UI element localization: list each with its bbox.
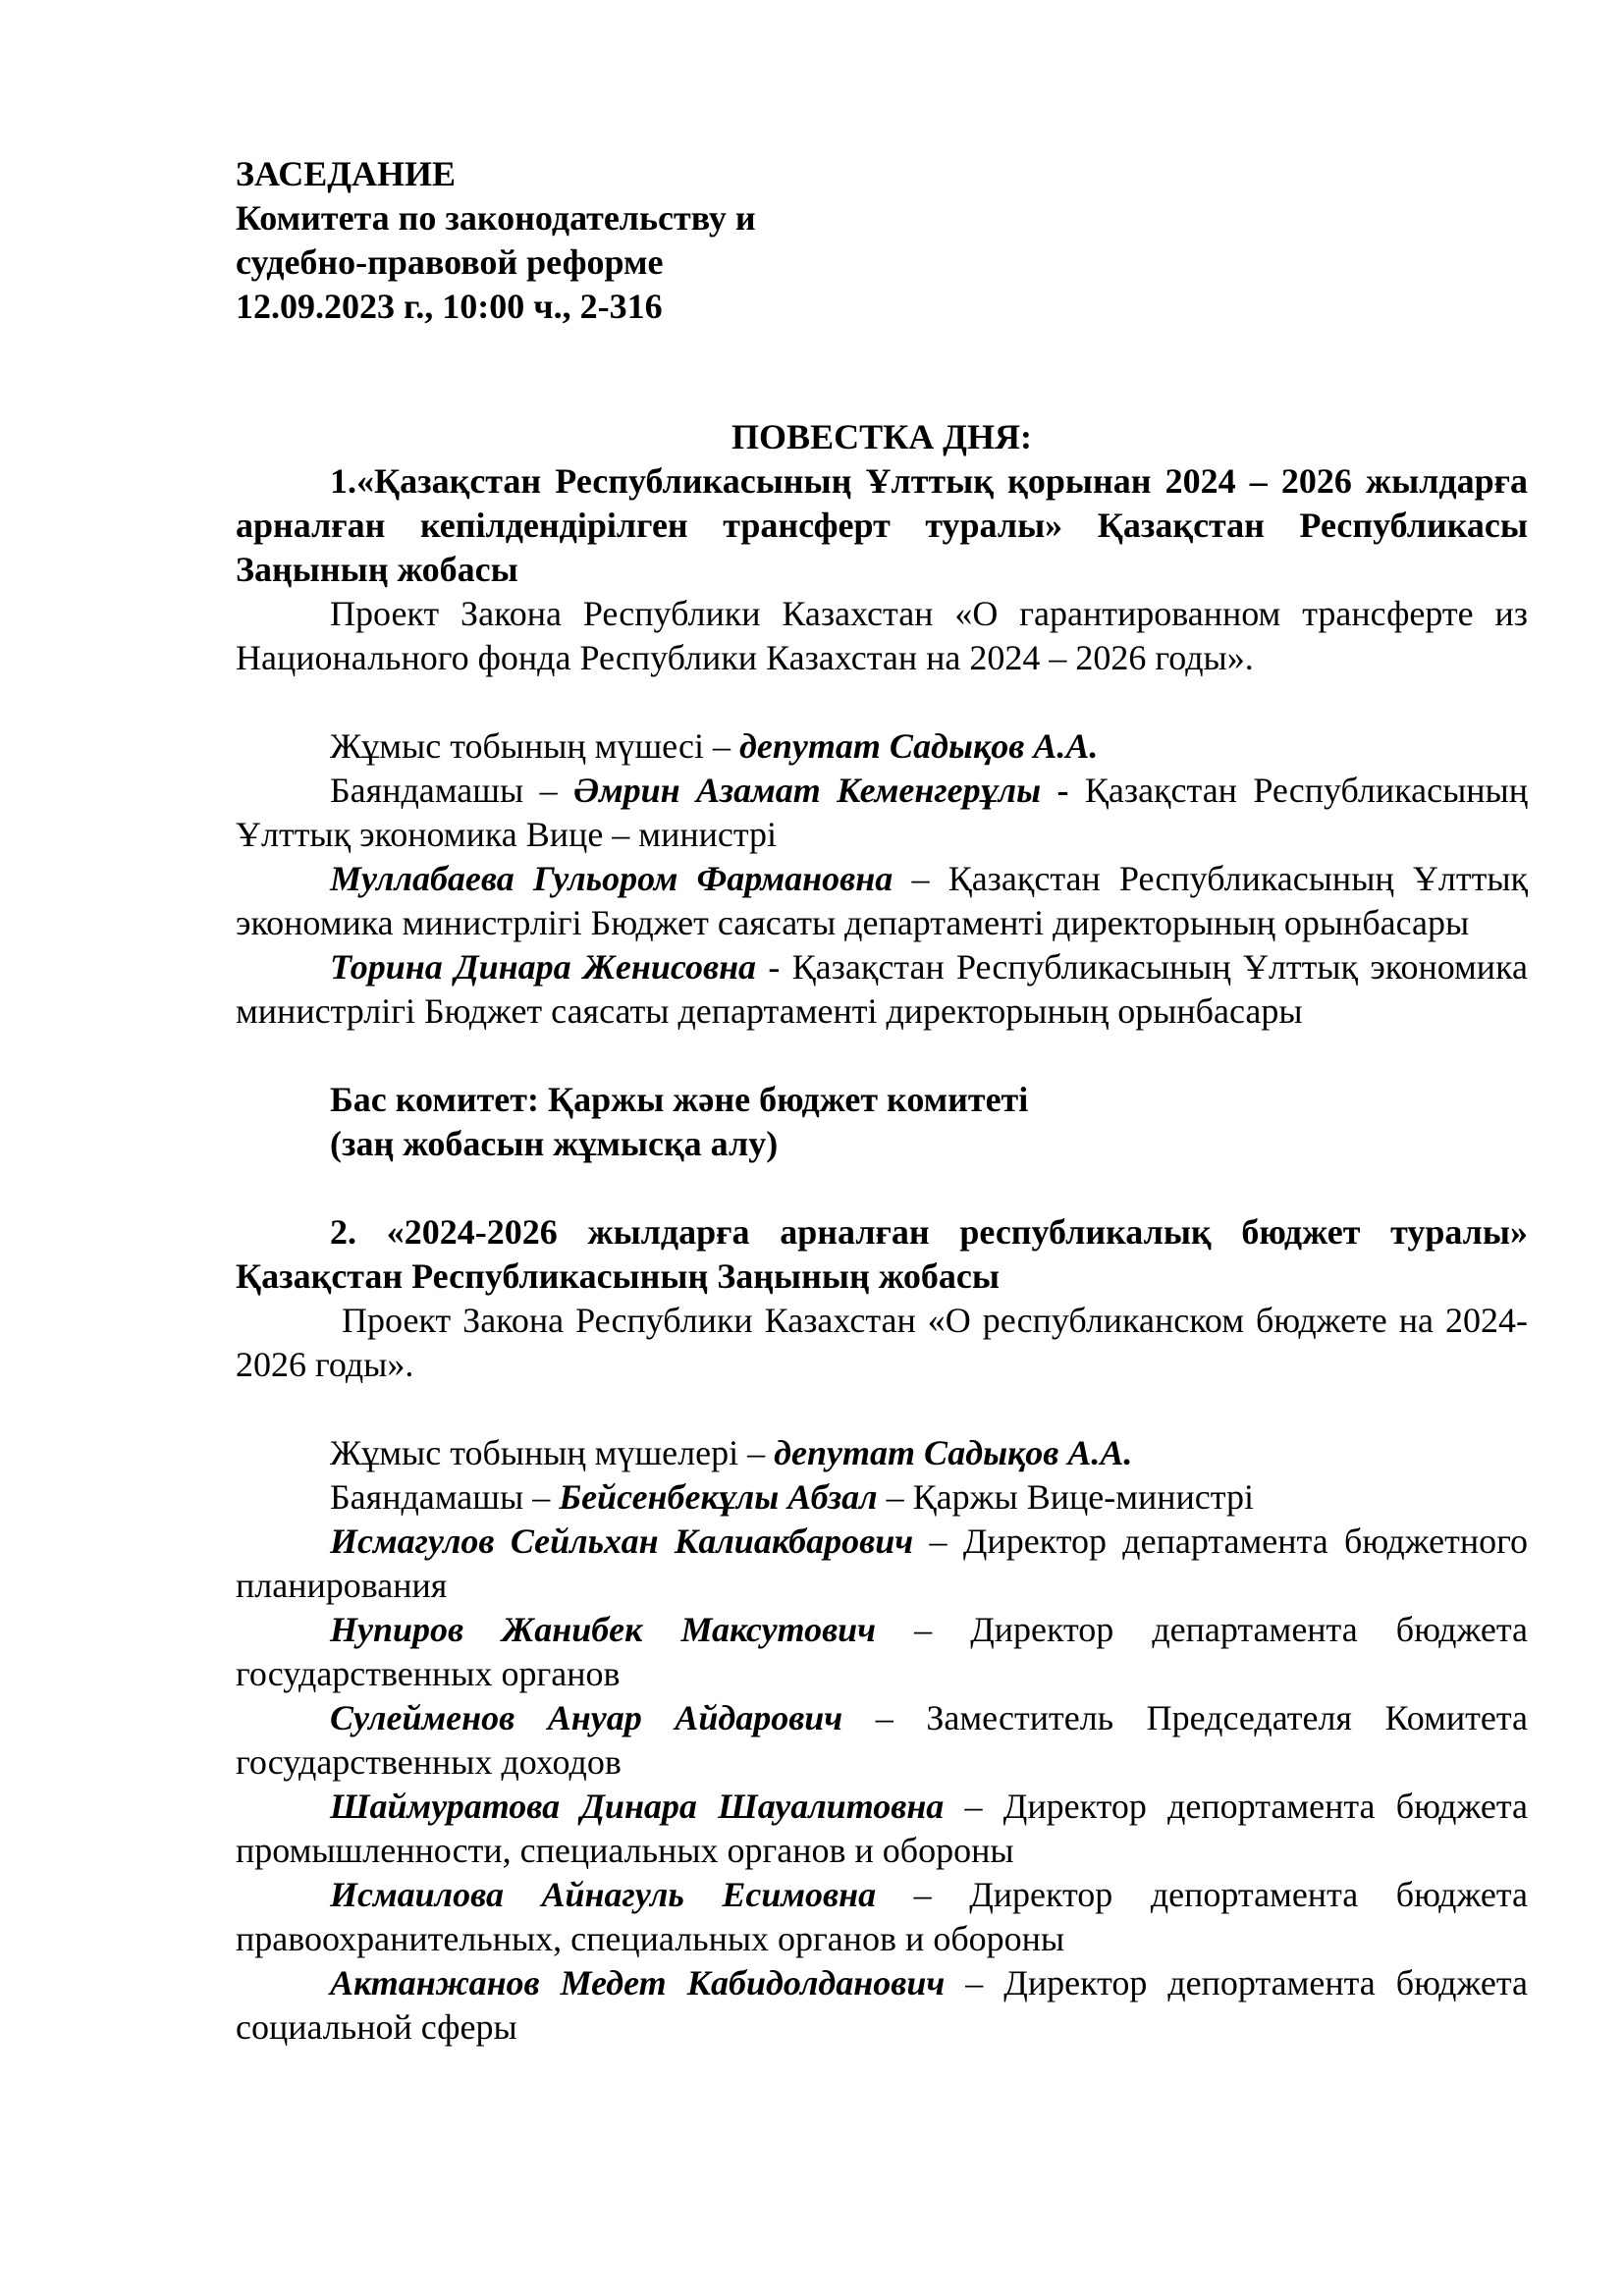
participant-name: Исмаилова Айнагуль Есимовна: [330, 1875, 877, 1914]
participant-role: Директор депортамента бюджета социальной сферы: [236, 1963, 1528, 2047]
item1-speaker-sep: -: [1041, 771, 1085, 810]
item1-speaker-role: Қазақстан Республикасының Ұлттық экономика Вице – министрі: [236, 771, 1528, 854]
participant-sep: –: [944, 1787, 1003, 1826]
item2-speaker-sep: –: [877, 1477, 913, 1517]
item2-participant: [236, 1961, 1528, 2050]
item1-title-kz: 1.«Қазақстан Республикасының Ұлттық қорынан 2024 – 2026 жылдарға арналған кепілдендірілген трансферт туралы» Қазақстан Республикасы Заңының жобасы: [236, 461, 1528, 589]
item2-working-group: [236, 1431, 1528, 1475]
item2-title-ru: Проект Закона Республики Казахстан «О республиканском бюджете на 2024-2026 годы».: [236, 1301, 1528, 1384]
participant-role: Қазақстан Республикасының Ұлттық экономика министрлігі Бюджет саясаты департаменті директорының орынбасары: [236, 859, 1528, 942]
item2-working-group-label: Жұмыс тобының мүшелері –: [330, 1433, 775, 1472]
committee-line-2: судебно-правовой реформе: [236, 242, 664, 282]
participant-sep: –: [842, 1698, 927, 1737]
agenda-body: [236, 415, 1528, 2050]
item1-participant: [236, 945, 1528, 1034]
item1-speaker-name: Әмрин Азамат Кеменгерұлы: [572, 771, 1042, 810]
item2-speaker-name: Бейсенбекұлы Абзал: [559, 1477, 878, 1517]
meeting-header: [236, 152, 756, 329]
item1-working-group: [236, 724, 1528, 769]
participant-name: Муллабаева Гульором Фармановна: [330, 859, 893, 898]
participant-sep: –: [945, 1963, 1004, 2002]
participant-name: Актанжанов Медет Кабидолданович: [330, 1963, 946, 2002]
participant-role: Директор департамента бюджета государственных органов: [236, 1610, 1528, 1693]
item2-speaker: [236, 1475, 1528, 1520]
participant-sep: –: [876, 1610, 971, 1649]
participant-sep: –: [913, 1522, 963, 1561]
item1-speaker-label: Баяндамашы –: [330, 771, 573, 810]
item1-working-group-label: Жұмыс тобының мүшесі –: [330, 726, 740, 766]
item2-participant: [236, 1696, 1528, 1785]
item1-working-group-member: депутат Садықов А.А.: [739, 726, 1099, 766]
participant-name: Исмагулов Сейльхан Калиакбарович: [330, 1522, 914, 1561]
participant-role: Директор департамента бюджетного планирования: [236, 1522, 1528, 1605]
meeting-title: ЗАСЕДАНИЕ: [236, 154, 456, 193]
item2-participant: [236, 1520, 1528, 1608]
agenda-title: ПОВЕСТКА ДНЯ:: [731, 417, 1032, 456]
participant-sep: –: [893, 859, 948, 898]
participant-sep: –: [876, 1875, 970, 1914]
participant-role: Қазақстан Республикасының Ұлттық экономика министрлігі Бюджет саясаты департаменті директорының орынбасары: [236, 947, 1528, 1031]
item1-participant: [236, 857, 1528, 945]
participant-name: Шаймуратова Динара Шауалитовна: [330, 1787, 945, 1826]
item2-participant: [236, 1785, 1528, 1873]
item1-speaker: [236, 769, 1528, 857]
participant-role: Заместитель Председателя Комитета государственных доходов: [236, 1698, 1528, 1782]
item1-lead-committee-note: (заң жобасын жұмысқа алу): [330, 1124, 779, 1163]
participant-name: Торина Динара Женисовна: [330, 947, 757, 987]
item2-participant: [236, 1873, 1528, 1961]
participant-role: Директор депортамента бюджета правоохранительных, специальных органов и обороны: [236, 1875, 1529, 1958]
item2-participant: [236, 1608, 1528, 1696]
item2-speaker-label: Баяндамашы –: [330, 1477, 560, 1517]
participant-sep: -: [756, 947, 792, 987]
item1-lead-committee: Бас комитет: Қаржы және бюджет комитеті: [330, 1080, 1029, 1119]
participant-name: Сулейменов Ануар Айдарович: [330, 1698, 843, 1737]
item1-title-ru: Проект Закона Республики Казахстан «О гарантированном трансферте из Национального фонда Республики Казахстан на 2024 – 2026 годы».: [236, 594, 1528, 677]
item2-title-kz: 2. «2024-2026 жылдарға арналған республикалық бюджет туралы» Қазақстан Республикасының Заңының жобасы: [236, 1212, 1528, 1296]
participant-name: Нупиров Жанибек Максутович: [330, 1610, 877, 1649]
item2-working-group-member: депутат Садықов А.А.: [774, 1433, 1133, 1472]
item2-speaker-role: Қаржы Вице-министрі: [912, 1477, 1254, 1517]
committee-line-1: Комитета по законодательству и: [236, 198, 756, 238]
participant-role: Директор депортамента бюджета промышленности, специальных органов и обороны: [236, 1787, 1528, 1870]
meeting-datetime-place: 12.09.2023 г., 10:00 ч., 2-316: [236, 287, 663, 326]
